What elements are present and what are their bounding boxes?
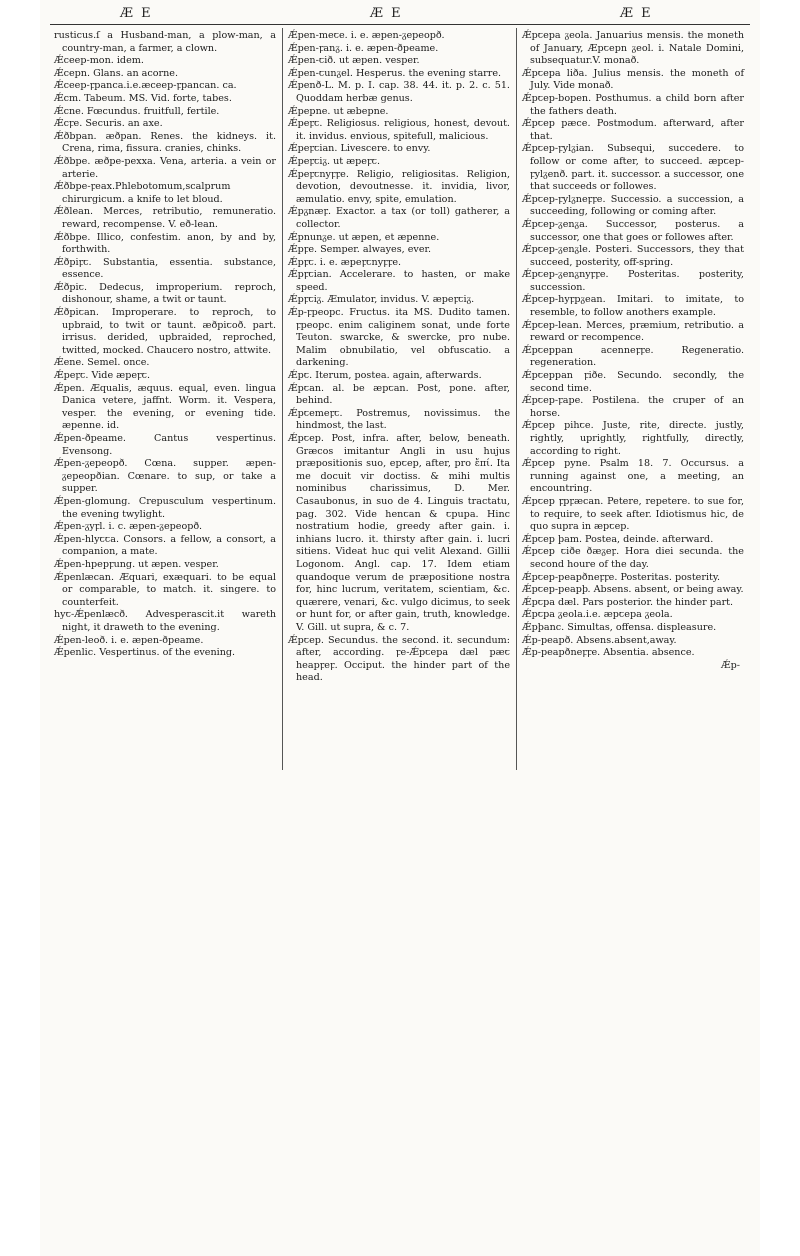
dictionary-entry: Ǽpꞇep-ᵹenᵹa. Successor, posterus. a successor, one that goes or followes after. — [522, 218, 744, 243]
dictionary-entry: Ǽpeꝼꞇiᵹ. ut æpeꝼꞇ. — [288, 155, 380, 167]
dictionary-entry: Ǽpꞇep ꝼpꝼæcan. Petere, repetere. to sue for, to require, to seek after. Idiotismus hic, de quo supra in æpꞇep. — [522, 495, 744, 533]
dictionary-entry: Ǽpen-meꞇe. i. e. æpen-ᵹepeopð. — [288, 30, 445, 41]
running-head-left: Æ E — [120, 6, 153, 21]
blank-margin — [40, 800, 760, 1256]
dictionary-entry: Ǽpen-ᵹyꝼl. i. c. æpen-ᵹepeopð. — [54, 521, 203, 533]
dictionary-entry: Ǽðbpe. Illico, confestim. anon, by and by, forthwith. — [54, 231, 276, 256]
dictionary-entry: Ǽcm. Tabeum. MS. Vid. forte, tabes. — [54, 92, 232, 104]
dictionary-entry: Ǽpen. Æqualis, æquus. equal, even. lingua Danica vetere, jaffnt. Worm. it. Vespera, vesper. the evening, or evening tide. æpenne. id. — [54, 382, 276, 432]
dictionary-entry: Ǽpꝼꞇ. i. e. æpeꝼꞇnyꝼꝼe. — [288, 256, 402, 268]
dictionary-entry: Ǽceep-ꝼpanca.i.e.æceep-ꝼpancan. ca. — [54, 80, 237, 92]
running-head-center: Æ E — [370, 6, 403, 21]
dictionary-entry: Ǽpꞇep ꞇiðe ðæᵹeꝼ. Hora diei secunda. the second houre of the day. — [522, 546, 744, 570]
running-head — [40, 0, 760, 26]
dictionary-entry: Ǽene. Semel. once. — [54, 357, 150, 369]
dictionary-entry: Ǽpꞇeppan acenneꝼꝼe. Regeneratio. regeneration. — [522, 344, 744, 369]
dictionary-entry: Ǽpꞇan. al. be æpꞇan. Post, pone. after, behind. — [288, 382, 510, 407]
dictionary-entry: Ǽpᵹnæꝼ. Exactor. a tax (or toll) gatherer, a collector. — [288, 206, 510, 230]
dictionary-entry: Ǽðbpe. æðpe-pexxa. Vena, arteria. a vein or arterie. — [54, 155, 276, 180]
header-rule — [50, 24, 750, 25]
dictionary-entry: Ǽpꞇep pihꞇe. Juste, rite, directe. justly, rightly, uprightly, rightfully, directly, according to right. — [522, 420, 744, 457]
dictionary-page — [40, 0, 760, 1256]
dictionary-entry: rusticus.ſ a Husband-man, a plow-man, a country-man, a farmer, a clown. — [54, 30, 276, 54]
dictionary-entry: Ǽpꞇep-bopen. Posthumus. a child born after the fathers death. — [522, 92, 744, 117]
dictionary-entry: Ǽpen-ꝼanᵹ. i. e. æpen-ðpeame. — [288, 42, 439, 54]
dictionary-entry: Ǽceep-mon. idem. — [54, 55, 144, 67]
dictionary-entry: Ǽpepne. ut æbepne. — [288, 105, 389, 117]
dictionary-entry: Ǽpꞇepa liða. Julius mensis. the moneth of July. Vide monað. — [522, 67, 744, 92]
dictionary-entry: Ǽp-peapðneꝼꝼe. Absentia. absence. — [522, 647, 695, 659]
dictionary-entry: Ǽpꞇep-ꝼylᵹian. Subsequi, succedere. to follow or come after, to succeed. æpꞇep-ꝼylᵹenð. part. it. successor. a successor, one that succeeds or followes. — [522, 143, 744, 193]
dictionary-entry: Ǽpꞇpa dæl. Pars posterior. the hinder part. — [522, 596, 734, 608]
dictionary-entry: Ǽpnunᵹe. ut æpen, et æpenne. — [288, 231, 440, 243]
dictionary-entry: Ǽpꞇpa ᵹeola.i.e. æpꞇepa ᵹeola. — [522, 609, 673, 621]
dictionary-entry: Ǽpen-hpepꝼung. ut æpen. vesper. — [54, 558, 219, 570]
dictionary-entry: Ǽpen-glomung. Crepusculum vespertinum. the evening twylight. — [54, 495, 276, 520]
dictionary-entry: Ǽpꞇ. Iterum, postea. again, afterwards. — [288, 370, 482, 382]
dictionary-entry: Ǽpꞇep pyne. Psalm 18. 7. Occursus. a running against one, a meeting, an encountring. — [522, 458, 744, 495]
dictionary-entry: Ǽpen-ꞇið. ut æpen. vesper. — [288, 55, 420, 67]
dictionary-entry: Ǽpꞇep-peapþ. Absens. absent, or being away. — [522, 584, 744, 596]
dictionary-entry: Ǽp-peapð. Absens.absent,away. — [522, 634, 677, 646]
column-left — [54, 30, 276, 660]
dictionary-entry: Ǽpꞇep pæce. Postmodum. afterward, after that. — [522, 118, 744, 142]
dictionary-entry: Ǽpen-ðpeame. Cantus vespertinus. Evensong. — [54, 433, 276, 457]
dictionary-entry: Ǽcne. Fœcundus. fruitfull, fertile. — [54, 105, 220, 117]
dictionary-entry: Ǽðpiꞇ. Dedecus, improperium. reproch, dishonour, shame, a twit or taunt. — [54, 281, 276, 306]
dictionary-entry: Ǽpen-hlyꞇꞇa. Consors. a fellow, a consort, a companion, a mate. — [54, 533, 276, 558]
dictionary-entry: Ǽpꞇep þam. Postea, deinde. afterward. — [522, 533, 714, 545]
dictionary-entry: Ǽpen-leoð. i. e. æpen-ðpeame. — [54, 634, 204, 646]
dictionary-entry: Ǽpꞇep-ꝼylᵹneꝼꝼe. Successio. a succession, a succeeding, following or coming after. — [522, 193, 744, 218]
dictionary-entry: Ǽpenlæcan. Æquari, exæquari. to be equal or comparable, to match. it. singere. to counterfeit. — [54, 571, 276, 608]
catchword: Ǽp- — [721, 659, 740, 671]
column-middle — [288, 30, 510, 685]
column-divider — [282, 28, 283, 770]
dictionary-entry: Ǽpꝼe. Semper. alwayes, ever. — [288, 244, 432, 256]
dictionary-entry: Ǽp-ꝼpeopc. Fructus. ita MS. Dudito tamen. ꝼpeopc. enim caliginem sonat, unde forte Teuton. swarcke, & swercke, pro nube. Malim obnubilatio, vel obfuscatio. a darkening. — [288, 307, 510, 369]
dictionary-entry: Ǽpꝼꞇian. Accelerare. to hasten, or make speed. — [288, 269, 510, 293]
dictionary-entry: Ǽpen-ꞇunᵹel. Hesperus. the evening starre. — [288, 67, 502, 79]
dictionary-entry: Ǽpenð-L. M. p. I. cap. 38. 44. it. p. 2. c. 51. Quoddam herbæ genus. — [288, 80, 510, 104]
dictionary-entry: Ǽcꝼe. Securis. an axe. — [54, 118, 163, 130]
dictionary-entry: Ǽpenlic. Vespertinus. of the evening. — [54, 647, 236, 659]
dictionary-entry: hyꞇ-Ǽpenlæcð. Advesperascit.it wareth night, it draweth to the evening. — [54, 609, 276, 633]
dictionary-entry: Ǽpeꝼꞇ. Vide æpeꝼꞇ. — [54, 370, 151, 382]
dictionary-entry: Ǽpꝼꞇiᵹ. Æmulator, invidus. V. æpeꝼꞇiᵹ. — [288, 294, 475, 306]
dictionary-entry: Ǽpþanc. Simultas, offensa. displeasure. — [522, 621, 717, 633]
dictionary-entry: Ǽpꞇep-peapðneꝼꝼe. Posteritas. posterity. — [522, 571, 721, 583]
dictionary-entry: Ǽpꞇep-lean. Merces, præmium, retributio. a reward or recompence. — [522, 319, 744, 344]
dictionary-entry: Ǽðbpe-ꝼeax.Phlebotomum,scalprum chirurgicum. a knife to let bloud. — [54, 181, 231, 205]
dictionary-entry: Ǽpꞇep-ꝼape. Postilena. the cruper of an horse. — [522, 395, 744, 419]
column-divider — [516, 28, 517, 770]
dictionary-entry: Ǽpꞇep-ᵹenᵹnyꝼꝼe. Posteritas. posterity, succession. — [522, 269, 744, 293]
dictionary-entry: Ǽðpiꞇan. Improperare. to reproch, to upbraid, to twit or taunt. æðpiꞇoð. part. irrisus. derided, upbraided, reproched, twitted, mocked. Chaucero nostro, attwite. — [54, 307, 276, 356]
dictionary-entry: Ǽpꞇeppan ꝼiðe. Secundo. secondly, the second time. — [522, 370, 744, 394]
dictionary-entry: Ǽcepn. Glans. an acorne. — [54, 67, 179, 79]
dictionary-entry: Ǽpꞇemeꝼꞇ. Postremus, novissimus. the hindmost, the last. — [288, 407, 510, 432]
dictionary-entry: Ǽðpiꝼꞇ. Substantia, essentia. substance, essence. — [54, 256, 276, 281]
dictionary-entry: Ǽpꞇep-ᵹenᵹle. Posteri. Successors, they that succeed, posterity, off-spring. — [522, 244, 744, 268]
dictionary-entry: Ǽðlean. Merces, retributio, remuneratio. reward, recompense. V. eð-lean. — [54, 206, 276, 230]
dictionary-entry: Ǽpen-ᵹepeopð. Cœna. supper. æpen-ᵹepeopðian. Cœnare. to sup, or take a supper. — [54, 458, 276, 495]
dictionary-entry: Ǽpeꝼꞇ. Religiosus. religious, honest, devout. it. invidus. envious, spitefull, malicious. — [288, 118, 510, 142]
running-head-right: Æ E — [620, 6, 653, 21]
dictionary-entry: Ǽpꞇep-hyꝼpᵹean. Imitari. to imitate, to resemble, to follow anothers example. — [522, 294, 744, 319]
dictionary-entry: Ǽpeꝼꞇian. Livescere. to envy. — [288, 143, 431, 155]
dictionary-entry: Ǽpeꝼꞇnyꝼꝼe. Religio, religiositas. Religion, devotion, devoutnesse. it. invidia, livor, æmulatio. envy, spite, emulation. — [288, 168, 510, 205]
dictionary-entry: Ǽðbpan. æðpan. Renes. the kidneys. it. Crena, rima, fissura. cranies, chinks. — [54, 130, 276, 155]
dictionary-entry: Ǽpꞇepa ᵹeola. Januarius mensis. the moneth of January, Æpꞇepn ᵹeol. i. Natale Domini, subsequatur.V. monað. — [522, 30, 744, 67]
dictionary-entry: Ǽpꞇep. Post, infra. after, below, beneath. Græcos imitantur Angli in usu hujus præpositionis suo, epꞇep, after, pro ἔπί. Ita me docuit vir doctiss. & mihi multis nominibus charissimus, D. Mer. Casaubonus, in suo de 4. Linguis tractatu, pag. 302. Vide henꞇan & ꞇpupa. Hinc nostratium hodie, greedy after gain. i. inhians lucro. it. thirsty after gain. i. lucri sitiens. Videat huc qui velit Alexand. Gillii Logonom. Angl. cap. 17. Idem etiam quandoque verum de præpositione nostra for, hinc lucrum, veritatem, scientiam, &c. quærere, venari, &c. vulgo dicimus, to seek or hunt for, or after gain, truth, knowledge. V. Gill. ut supra, & c. 7. — [288, 433, 510, 633]
column-right — [522, 30, 744, 672]
dictionary-entry: Ǽpꞇep. Secundus. the second. it. secundum: after, according. ꝼe-Ǽpꞇepa dæl pæꞇ heapꝼeꝼ. Occiput. the hinder part of the head. — [288, 634, 510, 684]
